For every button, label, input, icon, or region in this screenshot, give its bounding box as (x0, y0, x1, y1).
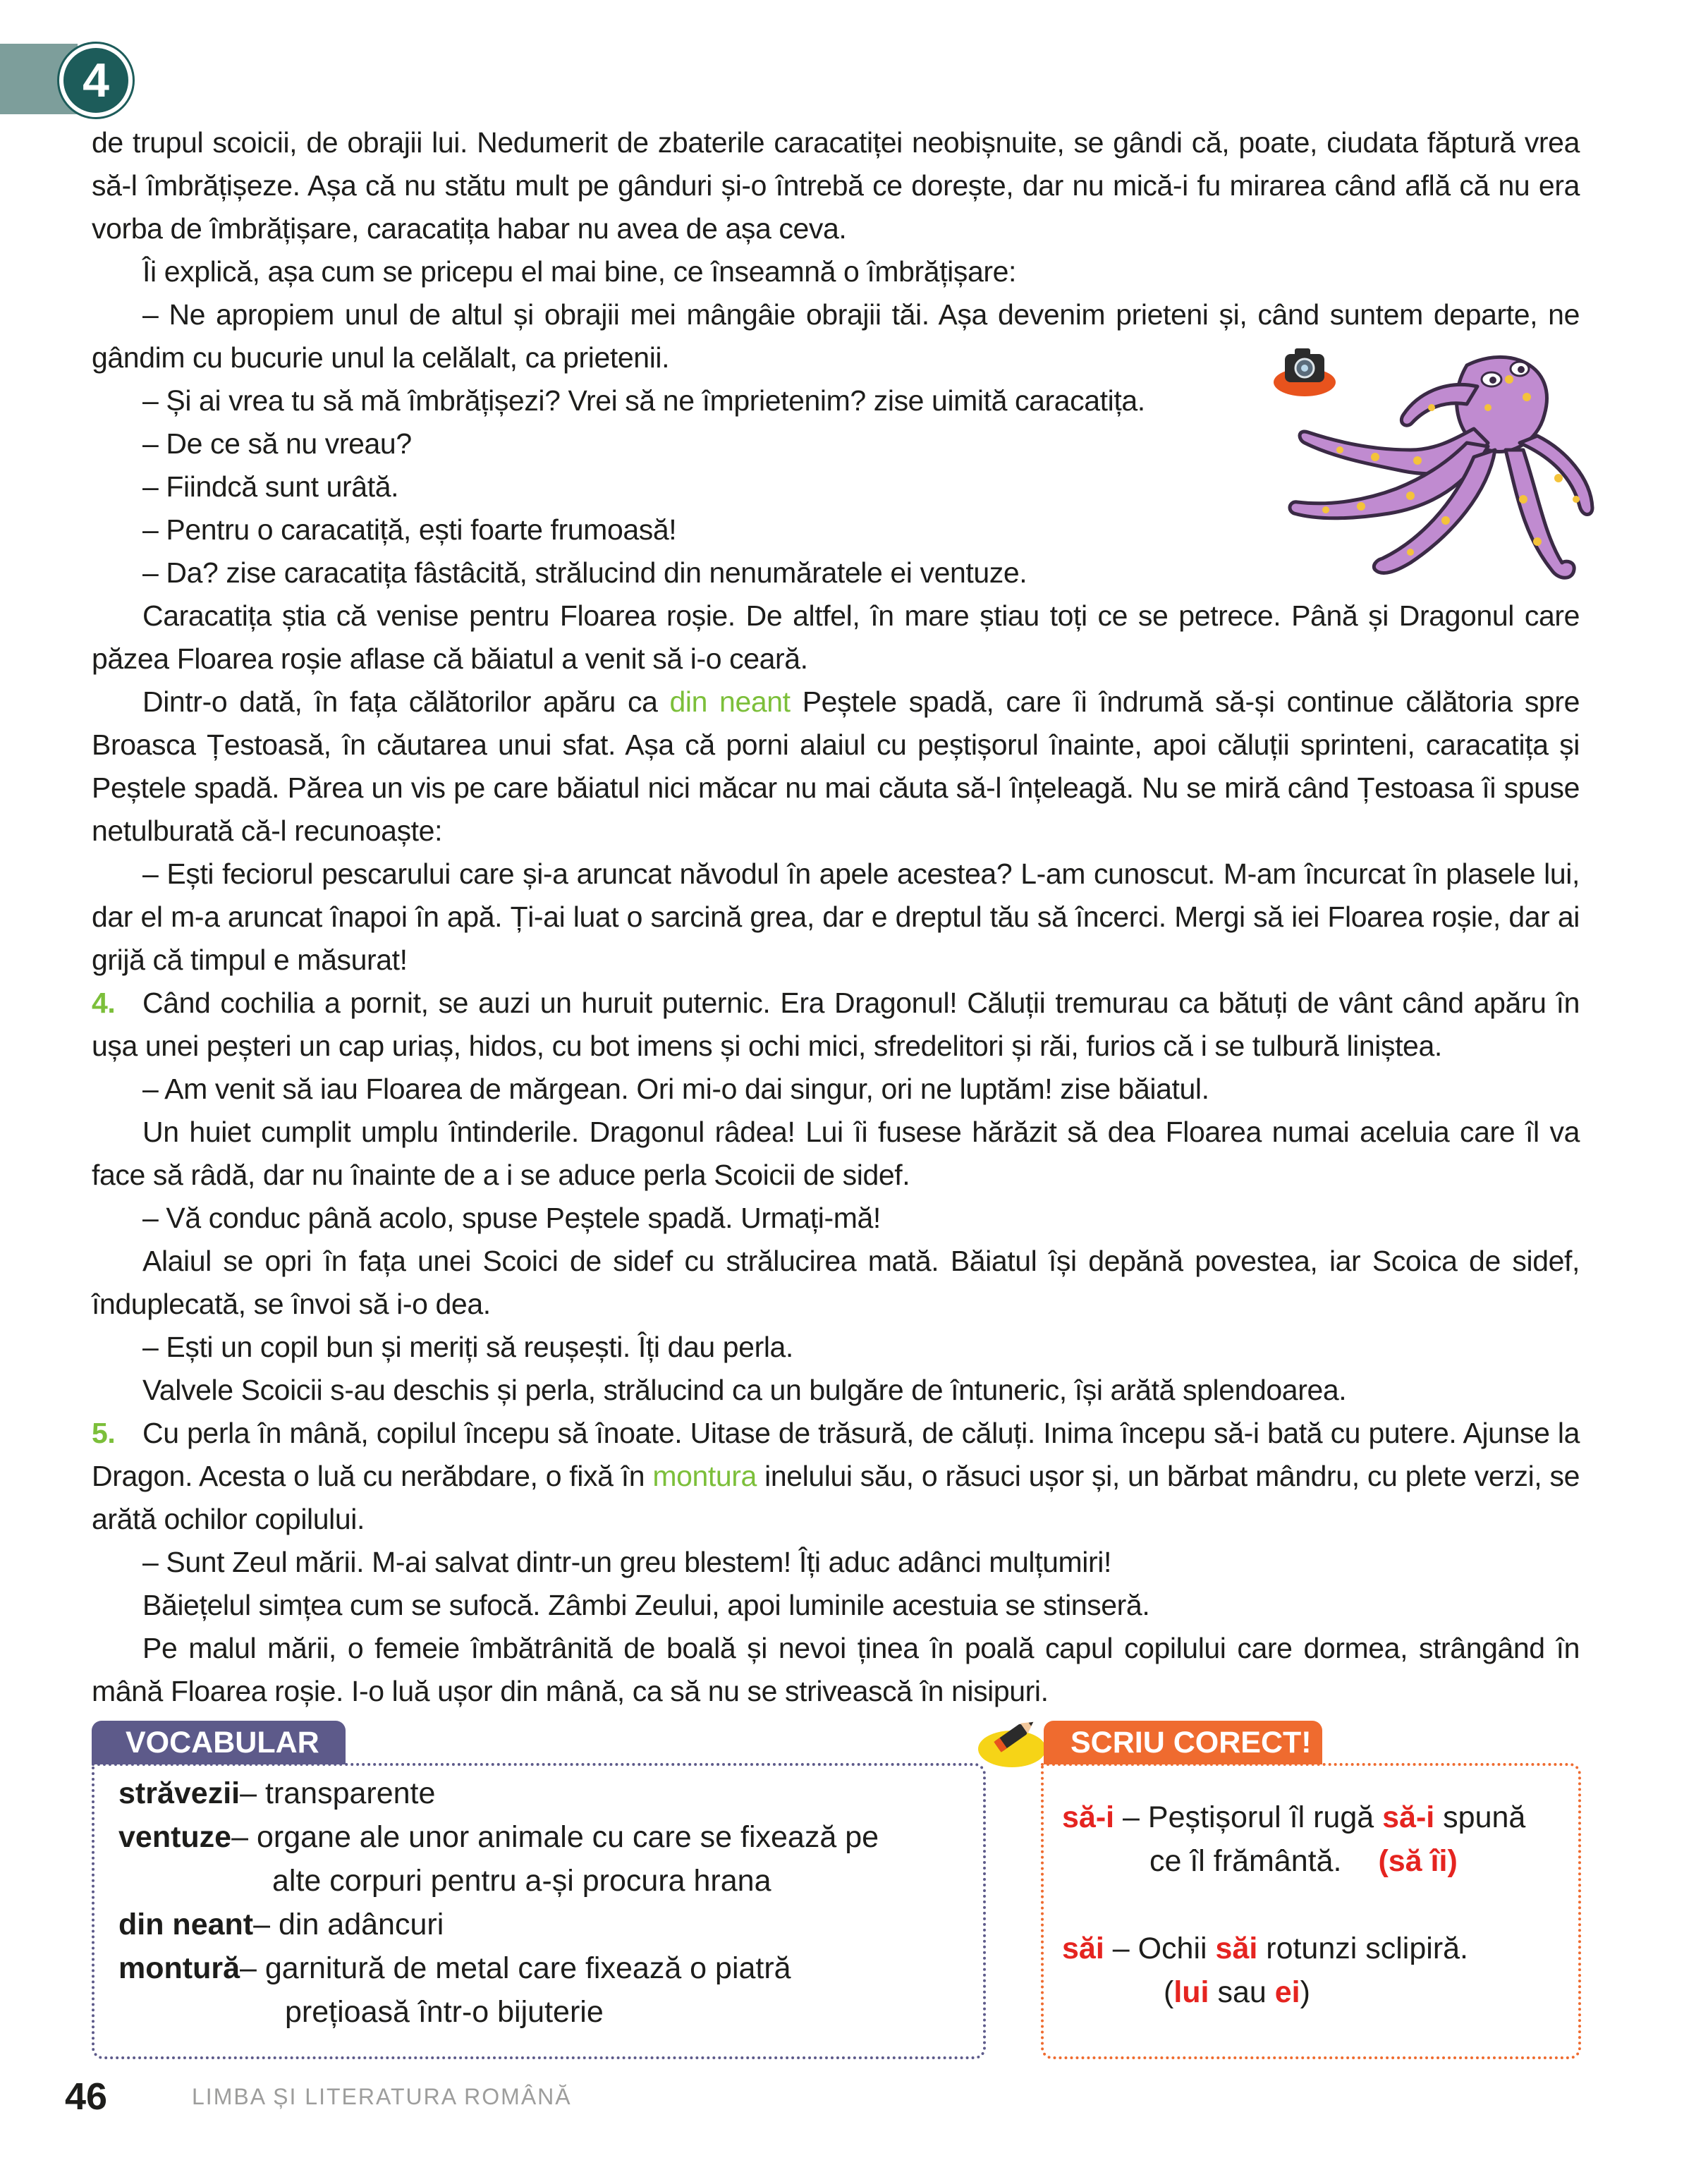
vocabular-title: VOCABULAR (92, 1721, 346, 1764)
section-number: 4. (92, 987, 116, 1019)
vocab-definition: – transparente (240, 1776, 436, 1810)
vocab-entry (118, 1771, 972, 1815)
paragraph: Valvele Scoicii s-au deschis și perla, strălucind ca un bulgăre de întuneric, își arătă splendoarea. (142, 1374, 1347, 1406)
spelling-hint: (să îi) (1378, 1844, 1458, 1878)
vocab-highlight: din neant (669, 685, 791, 718)
vocab-term: ventuze (118, 1820, 232, 1854)
section-number: 5. (92, 1417, 116, 1449)
scriu-corect-content (1062, 1795, 1570, 2014)
paragraph: de trupul scoicii, de obrajii lui. Nedumerit de zbaterile caracatiței neobișnuite, se gândi că, poate, ciudata făptură vrea să-l îmbrățișeze. Așa că nu stătu mult pe gânduri și-o întrebă ce dorește, dar nu mică-i fu mirarea când află că nu era vorba de îmbrățișare, caracatița habar nu avea de așa ceva. (92, 126, 1580, 245)
paragraph (92, 681, 1580, 853)
dialogue-line: – Da? zise caracatița fâstâcită, strălucind din nenumăratele ei ventuze. (142, 556, 1027, 589)
vocab-definition: – din adâncuri (253, 1908, 444, 1941)
vocab-definition: – organe ale unor animale cu care se fixează pe (231, 1820, 879, 1854)
vocab-term: străvezii (118, 1776, 240, 1810)
scriu-corect-title: SCRIU CORECT! (1044, 1721, 1322, 1764)
spelling-form: să-i (1382, 1800, 1435, 1834)
vocab-highlight: montura (652, 1460, 757, 1492)
text-run: ce îl frământă. (1149, 1844, 1342, 1878)
paragraph: Băiețelul simțea cum se sufocă. Zâmbi Zeului, apoi luminile acestuia se stinseră. (142, 1589, 1150, 1621)
paragraph: Alaiul se opri în fața unei Scoici de sidef cu strălucirea mată. Băiatul își depănă povestea, iar Scoica de sidef, înduplecată, se învoi să i-o dea. (92, 1245, 1580, 1320)
text-run: – Ochii (1104, 1932, 1216, 1965)
example-line (1062, 1795, 1570, 1839)
text-run: Când cochilia a pornit, se auzi un huruit puternic. Era Dragonul! Căluții tremurau ca bătuți de vânt când apăru în ușa unei peșteri un cap uriaș, hidos, cu bot imens și ochi mici, sfredelitori și răi, furios că i se tulbură liniștea. (92, 987, 1580, 1062)
vocab-entry (118, 1903, 972, 1946)
spelling-hint: ei (1274, 1975, 1300, 2009)
pencil-icon (973, 1705, 1051, 1772)
text-run: ) (1300, 1975, 1310, 2009)
dialogue-line: – De ce să nu vreau? (142, 427, 412, 460)
vocab-definition-continued: alte corpuri pentru a-și procura hrana (272, 1864, 771, 1898)
vocab-term: din neant (118, 1908, 254, 1941)
paragraph: – Ești feciorul pescarului care și-a aruncat năvodul în apele acestea? L-am cunoscut. M-am încurcat în plasele lui, dar el m-a aruncat înapoi în apă. Ți-ai luat o sarcină grea, dar e dreptul tău să încerci. Mergi să iei Floarea roșie, dar ai grijă că timpul e măsurat! (92, 858, 1580, 976)
vocab-term: montură (118, 1951, 240, 1985)
text-run: spună (1434, 1800, 1526, 1834)
dialogue-line: – Fiindcă sunt urâtă. (142, 470, 399, 503)
text-run: Cu perla în mână, copilul începu să înoate. Uitase de trăsură, de căluți. Inima începu să-i bată cu putere. Ajunse la Dragon. Acesta o luă cu nerăbdare, o fixă în (92, 1417, 1580, 1492)
story-text (92, 121, 1580, 1713)
text-run: sau (1209, 1975, 1275, 2009)
spelling-form: săi (1215, 1932, 1258, 1965)
page-number: 46 (65, 2075, 108, 2118)
text-run: ( (1164, 1975, 1174, 2009)
example-line (1062, 1839, 1570, 1883)
text-run: Dintr-o dată, în fața călătorilor apăru ca (142, 685, 670, 718)
paragraph: – Ne apropiem unul de altul și obrajii mei mângâie obrajii tăi. Așa devenim prieteni și, când suntem departe, ne gândim cu bucurie unul la celălalt, ca prietenii. (92, 298, 1580, 374)
book-title: LIMBA ȘI LITERATURA ROMÂNĂ (192, 2084, 572, 2109)
example-line (1062, 1970, 1570, 2014)
vocab-entry (118, 1815, 972, 1859)
paragraph: Pe malul mării, o femeie îmbătrânită de boală și nevoi ținea în poală capul copilului care dormea, strângând în mână Floarea roșie. I-o luă ușor din mână, ca să nu se strivească în nisipuri. (92, 1632, 1580, 1707)
numbered-paragraph (92, 982, 1580, 1068)
vocab-definition-continued: prețioasă într-o bijuterie (285, 1995, 604, 2029)
numbered-paragraph (92, 1412, 1580, 1541)
spelling-form: săi (1062, 1932, 1104, 1965)
spelling-hint: lui (1173, 1975, 1209, 2009)
text-run: rotunzi sclipiră. (1257, 1932, 1469, 1965)
vocabular-list (118, 1771, 972, 2034)
chapter-number-badge: 4 (59, 44, 133, 117)
text-run: Peștele spadă, care îi îndrumă să-și continue călătoria spre Broasca Țestoasă, în căutarea unui sfat. Așa că porni alaiul cu peștișorul înainte, apoi căluții sprinteni, caracatița și Peștele spadă. Părea un vis pe care băiatul nici măcar nu mai căuta să-l înțeleagă. Nu se miră când Țestoasa îi spuse netulburată că-l recunoaște: (92, 685, 1580, 847)
vocab-entry (118, 1946, 972, 1990)
paragraph: Caracatița știa că venise pentru Floarea roșie. De altfel, în mare știau toți ce se petrece. Până și Dragonul care păzea Floarea roșie aflase că băiatul a venit să i-o ceară. (92, 599, 1580, 675)
dialogue-line: – Ești un copil bun și meriți să reușești. Îți dau perla. (142, 1331, 793, 1363)
paragraph: Un huiet cumplit umplu întinderile. Dragonul râdea! Lui îi fusese hărăzit să dea Floarea numai aceluia care îl va face să râdă, dar nu înainte de a i se aduce perla Scoicii de sidef. (92, 1116, 1580, 1191)
example-line (1062, 1927, 1570, 1970)
dialogue-line: – Sunt Zeul mării. M-ai salvat dintr-un greu blestem! Îți aduc adânci mulțumiri! (142, 1546, 1111, 1578)
dialogue-line: – Vă conduc până acolo, spuse Peștele spadă. Urmați-mă! (142, 1202, 881, 1234)
text-run: – Peștișorul îl rugă (1114, 1800, 1383, 1834)
dialogue-line: – Am venit să iau Floarea de mărgean. Ori mi-o dai singur, ori ne luptăm! zise băiatul. (142, 1073, 1209, 1105)
dialogue-line: – Și ai vrea tu să mă îmbrățișezi? Vrei să ne împrietenim? zise uimită caracatița. (142, 384, 1145, 417)
spelling-form: să-i (1062, 1800, 1115, 1834)
dialogue-line: – Pentru o caracatiță, ești foarte frumoasă! (142, 513, 677, 546)
text-run: inelului său, o răsuci ușor și, un bărbat mândru, cu plete verzi, se arătă ochilor copilului. (92, 1460, 1580, 1535)
vocab-definition: – garnitură de metal care fixează o piatră (240, 1951, 791, 1985)
paragraph: Îi explică, așa cum se pricepu el mai bine, ce înseamnă o îmbrățișare: (142, 255, 1017, 288)
